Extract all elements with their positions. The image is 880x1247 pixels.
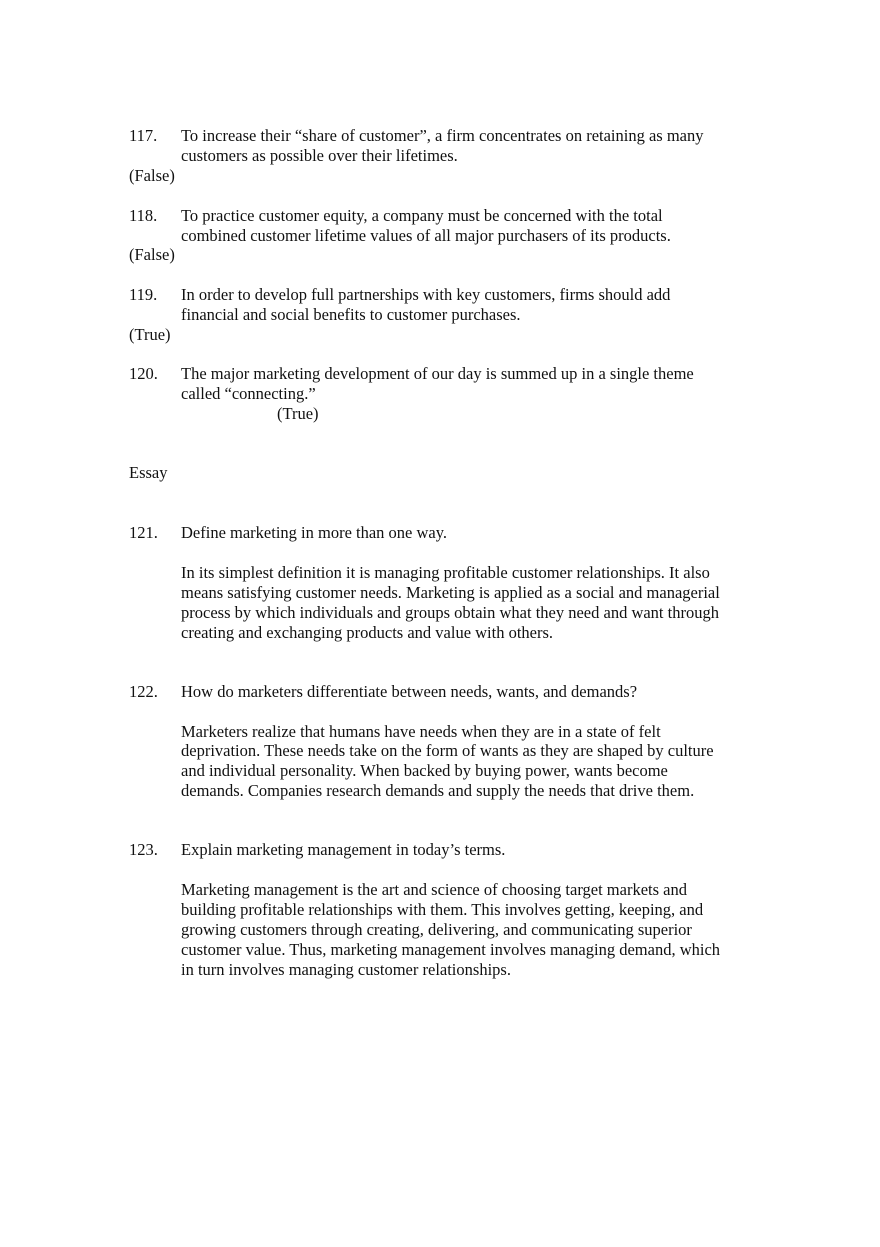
essay-question: Explain marketing management in today’s terms.: [181, 840, 506, 859]
essay-answer-line: means satisfying customer needs. Marketing is applied as a social and managerial: [181, 583, 720, 602]
item-answer: (True): [277, 404, 319, 423]
essay-answer-line: deprivation. These needs take on the form of wants as they are shaped by culture: [181, 741, 714, 760]
essay-answer-line: and individual personality. When backed by buying power, wants become: [181, 761, 668, 780]
essay-answer-line: in turn involves managing customer relationships.: [181, 960, 511, 979]
item-number: 120.: [129, 364, 158, 383]
essay-question: Define marketing in more than one way.: [181, 523, 448, 542]
essay-answer-line: growing customers through creating, delivering, and communicating superior: [181, 920, 692, 939]
item-answer: (False): [129, 245, 175, 264]
item-text-line: financial and social benefits to customer purchases.: [181, 305, 521, 324]
essay-answer-line: Marketers realize that humans have needs when they are in a state of felt: [181, 722, 661, 741]
item-answer: (False): [129, 166, 175, 185]
item-number: 122.: [129, 682, 158, 701]
item-text-line: customers as possible over their lifetimes.: [181, 146, 458, 165]
essay-answer-line: demands. Companies research demands and supply the needs that drive them.: [181, 781, 695, 800]
item-number: 123.: [129, 840, 158, 859]
essay-answer-line: process by which individuals and groups obtain what they need and want through: [181, 603, 719, 622]
essay-answer-line: building profitable relationships with them. This involves getting, keeping, and: [181, 900, 704, 919]
item-number: 119.: [129, 285, 158, 304]
essay-answer-line: customer value. Thus, marketing management involves managing demand, which: [181, 940, 721, 959]
item-text-line: To practice customer equity, a company must be concerned with the total: [181, 206, 663, 225]
essay-answer-line: In its simplest definition it is managing profitable customer relationships. It also: [181, 563, 710, 582]
item-text-line: To increase their “share of customer”, a firm concentrates on retaining as many: [181, 126, 704, 145]
item-text-line: combined customer lifetime values of all major purchasers of its products.: [181, 226, 671, 245]
item-text-line: called “connecting.”: [181, 384, 316, 403]
essay-question: How do marketers differentiate between needs, wants, and demands?: [181, 682, 638, 701]
item-text-line: The major marketing development of our day is summed up in a single theme: [181, 364, 694, 383]
item-number: 117.: [129, 126, 158, 145]
item-text-line: In order to develop full partnerships with key customers, firms should add: [181, 285, 671, 304]
essay-answer-line: Marketing management is the art and science of choosing target markets and: [181, 880, 687, 899]
item-number: 121.: [129, 523, 158, 542]
essay-answer-line: creating and exchanging products and value with others.: [181, 623, 554, 642]
section-heading: Essay: [129, 463, 168, 482]
item-answer: (True): [129, 325, 171, 344]
item-number: 118.: [129, 206, 158, 225]
